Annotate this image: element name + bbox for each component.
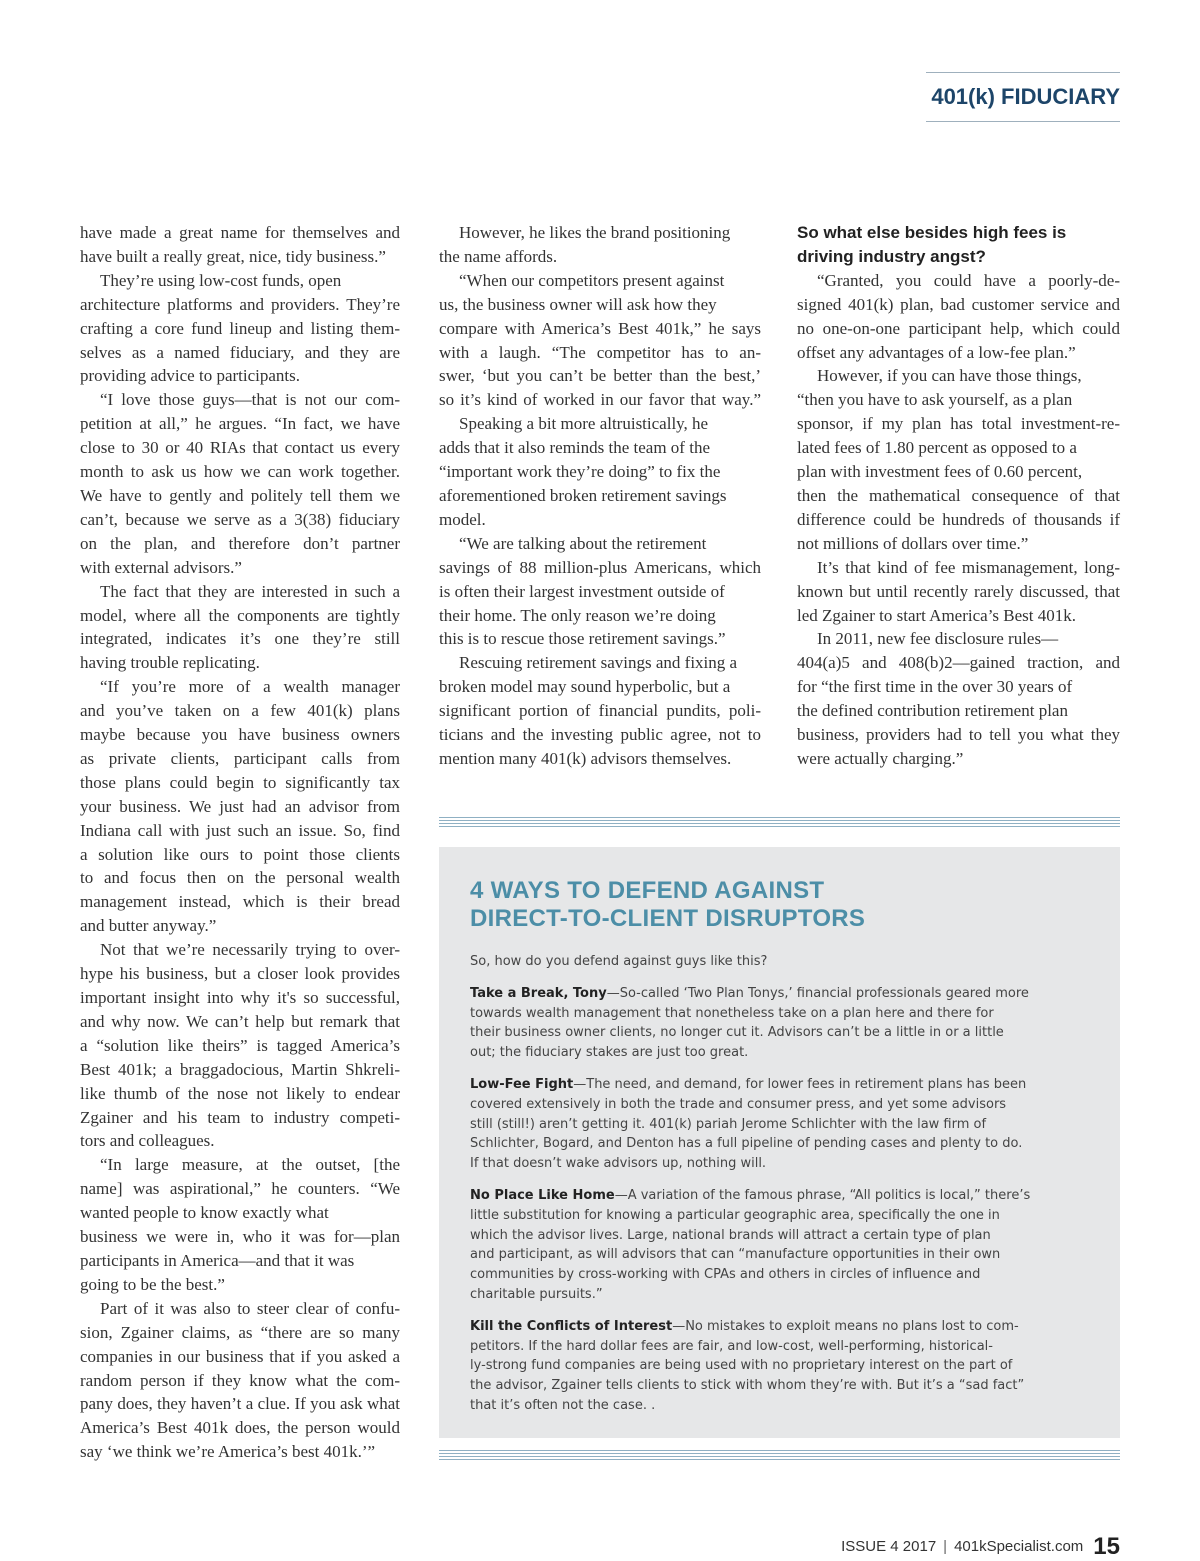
sidebar-intro: So, how do you defend against guys like this?	[470, 954, 768, 969]
text-line: their home. The only reason we’re doing	[439, 605, 716, 625]
text-line: “We are talking about the retirement	[459, 533, 707, 553]
text-line: “then you have to ask yourself, as a plan	[797, 390, 1073, 410]
sidebar-item-text: communities by cross-working with CPAs and others in circles of influence and	[470, 1267, 981, 1283]
text-line: “In large measure, at the outset, [the	[100, 1155, 400, 1175]
text-line: name] was aspirational,” he counters. “We	[80, 1179, 400, 1199]
text-line: However, he likes the brand positioning	[459, 223, 731, 242]
section-header-title: 401(k) FIDUCIARY	[931, 84, 1120, 109]
text-line: They’re using low-cost funds, open	[100, 270, 342, 290]
text-line: and butter anyway.”	[80, 916, 217, 936]
sidebar-item-text: their business owner clients, no longer cut it. Advisors can’t be a little in or a little	[470, 1025, 1004, 1041]
sidebar-item-text: covered extensively in both the trade and consumer press, and yet some advisors	[470, 1096, 1007, 1112]
text-line: The fact that they are interested in such a	[100, 581, 400, 601]
text-line: model.	[439, 509, 486, 529]
text-line: ticians and the investing public agree, not to	[439, 725, 761, 745]
page-number: 15	[1093, 1533, 1120, 1560]
text-line: led Zgainer to start America’s Best 401k.	[797, 605, 1077, 625]
sidebar-item-text: Schlichter, Bogard, and Denton has a full pipeline of pending cases and plenty to do.	[470, 1136, 1023, 1152]
sidebar-box	[439, 847, 1120, 1438]
text-line: management instead, which is their bread	[80, 892, 400, 912]
text-line: We have to gently and politely tell them we	[80, 485, 400, 505]
text-line: and why now. We can’t help but remark that	[80, 1011, 400, 1031]
text-line: maybe because you have business owners	[80, 725, 400, 745]
text-line: and you’ve taken on a few 401(k) plans	[80, 701, 400, 721]
text-line: close to 30 or 40 RIAs that contact us every	[80, 438, 400, 458]
sidebar-item-text: —No mistakes to exploit means no plans lost to com-	[672, 1318, 1019, 1334]
text-line: However, if you can have those things,	[817, 366, 1082, 386]
text-line: swer, ‘but you can’t be better than the best,’	[439, 366, 761, 386]
text-line: have built a really great, nice, tidy business.”	[80, 246, 386, 266]
sidebar-item-lead: Low-Fee Fight	[470, 1076, 574, 1092]
text-line: your business. We just had an advisor from	[80, 796, 400, 816]
sidebar-item-text: out; the fiduciary stakes are just too great.	[470, 1045, 749, 1061]
text-line: month to ask us how we can work together.	[80, 462, 400, 482]
sidebar-item-text: —A variation of the famous phrase, “All politics is local,” there’s	[614, 1187, 1031, 1203]
text-line: so it’s kind of worked in our favor that way.”	[439, 390, 761, 410]
text-line: America’s Best 401k does, the person would	[80, 1418, 400, 1438]
sidebar-title-line: DIRECT-TO-CLIENT DISRUPTORS	[470, 905, 866, 932]
text-line: “Granted, you could have a poorly-de-	[817, 270, 1120, 290]
text-line: crafting a core fund lineup and listing them-	[80, 318, 400, 338]
text-line: business, providers had to tell you what they	[797, 725, 1120, 745]
sidebar-item-lead: Take a Break, Tony	[470, 985, 607, 1001]
subheading: driving industry angst?	[797, 246, 986, 266]
text-line: Part of it was also to steer clear of confu-	[100, 1298, 400, 1318]
section-header	[926, 72, 1120, 122]
article-column-2	[439, 221, 761, 771]
text-line: 404(a)5 and 408(b)2—gained traction, and	[797, 653, 1120, 673]
text-line: a “solution like theirs” is tagged America’s	[80, 1035, 400, 1055]
text-line: Zgainer and his team to industry competi-	[80, 1107, 400, 1127]
text-line: “If you’re more of a wealth manager	[100, 677, 400, 697]
text-line: pany does, they haven’t a clue. If you ask what	[80, 1394, 400, 1414]
text-line: sponsor, if my plan has total investment-re-	[797, 414, 1120, 434]
text-line: on the plan, and therefore don’t partner	[80, 533, 400, 553]
text-line: the name affords.	[439, 246, 558, 266]
sidebar-item-lead: Kill the Conflicts of Interest	[470, 1318, 673, 1334]
text-line: providing advice to participants.	[80, 366, 300, 386]
text-line: signed 401(k) plan, bad customer service and	[797, 294, 1120, 314]
text-line: lated fees of 1.80 percent as opposed to a	[797, 438, 1077, 458]
text-line: not millions of dollars over time.”	[797, 533, 1029, 553]
sidebar-item-lead: No Place Like Home	[470, 1187, 615, 1203]
text-line: random person if they know what the com-	[80, 1370, 400, 1390]
footer-separator: |	[943, 1538, 948, 1555]
text-line: “I love those guys—that is not our com-	[100, 390, 400, 410]
text-line: no one-on-one participant help, which could	[797, 318, 1120, 338]
article-column-3	[797, 221, 1120, 771]
text-line: have made a great name for themselves and	[80, 223, 400, 242]
text-line: us, the business owner will ask how they	[439, 294, 717, 314]
text-line: plan with investment fees of 0.60 percent,	[797, 462, 1083, 482]
text-line: can’t, because we serve as a 3(38) fiduciary	[80, 509, 400, 529]
text-line: going to be the best.”	[80, 1274, 225, 1294]
subheading: So what else besides high fees is	[797, 223, 1067, 242]
sidebar-item-text: —So-called ‘Two Plan Tonys,’ financial professionals geared more	[606, 985, 1029, 1001]
website-label: 401kSpecialist.com	[954, 1538, 1084, 1555]
text-line: those plans could begin to significantly tax	[80, 772, 400, 792]
sidebar-title-line: 4 WAYS TO DEFEND AGAINST	[470, 877, 825, 904]
text-line: the defined contribution retirement plan	[797, 701, 1068, 721]
text-line: offset any advantages of a low-fee plan.”	[797, 342, 1076, 362]
text-line: Best 401k; a braggadocious, Martin Shkreli-	[80, 1059, 400, 1079]
text-line: “When our competitors present against	[459, 270, 725, 290]
text-line: is often their largest investment outside of	[439, 581, 725, 601]
text-line: companies in our business that if you asked a	[80, 1346, 400, 1366]
text-line: integrated, indicates it’s one they’re still	[80, 629, 400, 649]
text-line: to and focus then on the personal wealth	[80, 868, 400, 888]
text-line: sion, Zgainer claims, as “there are so many	[80, 1322, 400, 1342]
sidebar-item	[470, 1317, 1100, 1416]
text-line: known but until recently rarely discussed, that	[797, 581, 1120, 601]
text-line: with a laugh. “The competitor has to an-	[439, 342, 761, 362]
text-line: then the mathematical consequence of that	[797, 485, 1120, 505]
text-line: tors and colleagues.	[80, 1131, 215, 1151]
text-line: significant portion of financial pundits, poli-	[439, 701, 761, 721]
text-line: adds that it also reminds the team of the	[439, 438, 710, 458]
text-line: like thumb of the nose not likely to endear	[80, 1083, 400, 1103]
text-line: difference could be hundreds of thousands if	[797, 509, 1120, 529]
text-line: mention many 401(k) advisors themselves.	[439, 748, 732, 768]
text-line: architecture platforms and providers. They’re	[80, 294, 400, 314]
sidebar-item-text: which the advisor lives. Large, national brands will attract a certain type of plan	[470, 1227, 991, 1243]
text-line: Indiana call with just such an issue. So, find	[80, 820, 400, 840]
text-line: wanted people to know exactly what	[80, 1203, 329, 1223]
text-line: savings of 88 million-plus Americans, which	[439, 557, 761, 577]
sidebar-item-text: petitors. If the hard dollar fees are fair, and low-cost, well-performing, historical-	[470, 1338, 993, 1354]
page-footer	[841, 1533, 1120, 1561]
sidebar-item-text: still (still!) aren’t getting it. 401(k) pariah Jerome Schlichter with the law firm of	[470, 1116, 987, 1132]
text-line: with external advisors.”	[80, 557, 242, 577]
text-line: compare with America’s Best 401k,” he says	[439, 318, 761, 338]
text-line: as private clients, participant calls from	[80, 748, 400, 768]
text-line: having trouble replicating.	[80, 653, 260, 673]
text-line: It’s that kind of fee mismanagement, long-	[817, 557, 1120, 577]
sidebar-item-text: that it’s often not the case. .	[470, 1397, 656, 1413]
text-line: petition at all,” he argues. “In fact, we have	[80, 414, 400, 434]
sidebar-item-text: ly-strong fund companies are being used with no proprietary interest on the part of	[470, 1358, 1013, 1374]
text-line: model, where all the components are tightly	[80, 605, 400, 625]
text-line: for “the first time in the over 30 years of	[797, 677, 1073, 697]
sidebar-item	[470, 1075, 1100, 1174]
text-line: selves as a named fiduciary, and they are	[80, 342, 400, 362]
text-line: say ‘we think we’re America’s best 401k.’”	[80, 1442, 376, 1462]
text-line: Not that we’re necessarily trying to over-	[100, 940, 400, 960]
issue-label: ISSUE 4 2017	[841, 1538, 937, 1555]
text-line: hype his business, but a closer look provides	[80, 964, 400, 984]
article-column-1	[80, 221, 400, 1464]
text-line: this is to rescue those retirement savings.”	[439, 629, 726, 649]
sidebar-item	[470, 984, 1100, 1063]
sidebar-item	[470, 1186, 1100, 1305]
text-line: important insight into why it's so successful,	[80, 988, 400, 1007]
text-line: were actually charging.”	[797, 748, 964, 768]
divider-lines-bottom	[439, 1450, 1120, 1463]
text-line: aforementioned broken retirement savings	[439, 485, 727, 505]
sidebar-item-text: —The need, and demand, for lower fees in retirement plans has been	[573, 1076, 1027, 1092]
text-line: business we were in, who it was for—plan	[80, 1227, 400, 1247]
sidebar-item-text: and participant, as will advisors that can “manufacture opportunities in their own	[470, 1247, 1001, 1263]
sidebar-item-text: towards wealth management that nonetheless take on a plan here and there for	[470, 1005, 994, 1021]
sidebar-item-text: charitable pursuits.”	[470, 1286, 603, 1302]
text-line: broken model may sound hyperbolic, but a	[439, 677, 731, 697]
sidebar-item-text: little substitution for knowing a particular geographic area, specifically the one in	[470, 1207, 1000, 1223]
text-line: participants in America—and that it was	[80, 1250, 355, 1270]
sidebar-title	[470, 877, 865, 933]
sidebar-item-text: the advisor, Zgainer tells clients to stick with whom they’re with. But it’s a “sad fact”	[470, 1378, 1025, 1394]
text-line: a solution like ours to point those clients	[80, 844, 400, 864]
sidebar-body	[470, 952, 1100, 1428]
text-line: Speaking a bit more altruistically, he	[459, 414, 709, 434]
text-line: Rescuing retirement savings and fixing a	[459, 653, 738, 673]
sidebar-item-text: If that doesn’t wake advisors up, nothing will.	[470, 1156, 767, 1172]
divider-lines-top	[439, 817, 1120, 830]
text-line: In 2011, new fee disclosure rules—	[817, 629, 1059, 649]
text-line: “important work they’re doing” to fix the	[439, 462, 721, 482]
